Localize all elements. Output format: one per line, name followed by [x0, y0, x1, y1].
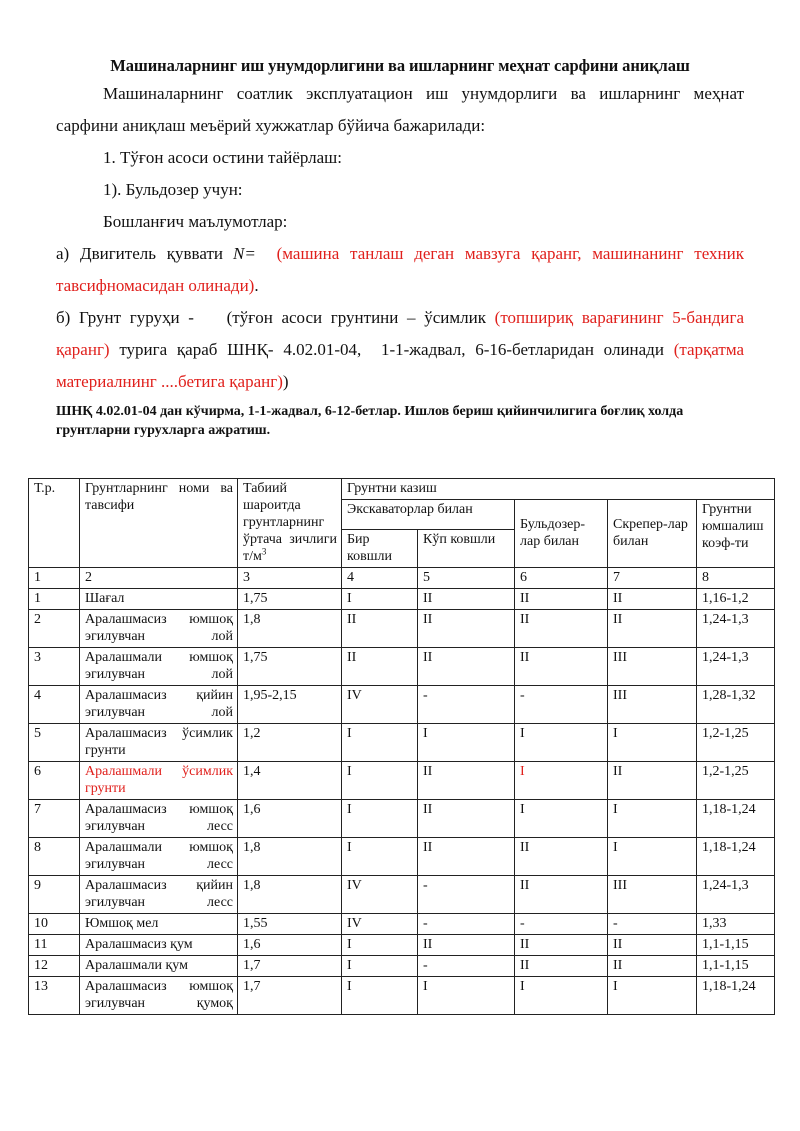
- intro-paragraph: Машиналарнинг соатлик эксплуатацион иш унумдорлиги ва ишларнинг меҳнат сарфини аниқлаш меъёрий хужжатлар бўйича бажарилади:: [56, 84, 744, 135]
- cell-bulldozer: II: [515, 589, 608, 610]
- paragraph-b-text2: турига қараб ШНҚ- 4.02.01-04,: [119, 340, 362, 359]
- cell-soil-name: Аралашмасиз қийин эгилувчан лой: [80, 686, 238, 724]
- cell-single-bucket: I: [342, 977, 418, 1015]
- cell-single-bucket: IV: [342, 876, 418, 914]
- cell-single-bucket: I: [342, 762, 418, 800]
- cell-number: 4: [29, 686, 80, 724]
- cell-scraper: II: [608, 610, 697, 648]
- document-title: Машиналарнинг иш унумдорлигини ва ишларнинг меҳнат сарфини аниқлаш: [110, 56, 690, 75]
- cell-soil-name: Аралашмасиз юмшоқ эгилувчан қумоқ: [80, 977, 238, 1015]
- cell-loosening-coef: 1,2-1,25: [697, 724, 775, 762]
- table-row: [29, 686, 775, 724]
- item-1: 1. Тўғон асоси остини тайёрлаш:: [103, 148, 342, 167]
- header-loosening-coef: Грунтни юмшалиш коэф-ти: [697, 500, 775, 568]
- cell-soil-name: Аралашмали ўсимлик грунти: [80, 762, 238, 800]
- cell-soil-name: Аралашмали юмшоқ эгилувчан лой: [80, 648, 238, 686]
- cell-bulldozer: II: [515, 876, 608, 914]
- cell-bulldozer: -: [515, 686, 608, 724]
- cell-multi-bucket: II: [418, 838, 515, 876]
- cell-loosening-coef: 1,1-1,15: [697, 935, 775, 956]
- paragraph-b-prefix: б) Грунт гуруҳи -: [56, 308, 194, 327]
- col-number: 3: [238, 568, 342, 589]
- header-density-text: Табиий шароитда грунтларнинг ўртача зичлиги т/м: [243, 481, 337, 564]
- header-soil-name: Грунтларнинг номи ва тавсифи: [80, 479, 238, 568]
- cell-density: 1,75: [238, 589, 342, 610]
- header-density: [238, 479, 342, 568]
- cell-multi-bucket: -: [418, 956, 515, 977]
- header-scrapers: Скрепер-лар билан: [608, 500, 697, 568]
- cell-bulldozer: II: [515, 935, 608, 956]
- paragraph-b-reference1: (топшириқ варағининг 5-бандига қаранг): [56, 308, 744, 359]
- header-density-sup: 3: [261, 546, 267, 557]
- cell-number: 2: [29, 610, 80, 648]
- initial-data-heading: Бошланғич маълумотлар:: [103, 212, 288, 231]
- cell-number: 13: [29, 977, 80, 1015]
- cell-scraper: II: [608, 589, 697, 610]
- power-symbol: N=: [233, 244, 256, 263]
- cell-loosening-coef: 1,18-1,24: [697, 838, 775, 876]
- cell-multi-bucket: -: [418, 686, 515, 724]
- cell-scraper: -: [608, 914, 697, 935]
- cell-loosening-coef: 1,18-1,24: [697, 977, 775, 1015]
- soil-groups-table: [28, 478, 775, 1015]
- cell-number: 6: [29, 762, 80, 800]
- paragraph-b: [56, 302, 744, 398]
- cell-soil-name: Аралашмасиз қийин эгилувчан лесс: [80, 876, 238, 914]
- cell-soil-name: Аралашмасиз қум: [80, 935, 238, 956]
- cell-loosening-coef: 1,1-1,15: [697, 956, 775, 977]
- cell-number: 7: [29, 800, 80, 838]
- cell-single-bucket: I: [342, 800, 418, 838]
- table-body: [29, 589, 775, 1015]
- col-number: 8: [697, 568, 775, 589]
- cell-multi-bucket: II: [418, 935, 515, 956]
- cell-number: 1: [29, 589, 80, 610]
- cell-bulldozer: I: [515, 762, 608, 800]
- cell-multi-bucket: II: [418, 589, 515, 610]
- cell-single-bucket: I: [342, 724, 418, 762]
- cell-scraper: III: [608, 686, 697, 724]
- paragraph-a: [56, 238, 744, 302]
- header-digging: Грунтни казиш: [342, 479, 775, 500]
- header-number: Т.р.: [29, 479, 80, 568]
- cell-number: 11: [29, 935, 80, 956]
- col-number: 1: [29, 568, 80, 589]
- cell-bulldozer: I: [515, 724, 608, 762]
- cell-density: 1,8: [238, 838, 342, 876]
- cell-density: 1,2: [238, 724, 342, 762]
- table-row: [29, 914, 775, 935]
- paragraph-a-end: .: [254, 276, 259, 295]
- cell-scraper: II: [608, 762, 697, 800]
- paragraph-b-reference2: (тарқатма материалнинг ....бетига қаранг): [56, 340, 745, 391]
- paragraph-a-reference: (машина танлаш деган мавзуга қаранг, машинанинг техник тавсифномасидан олинади): [56, 244, 744, 295]
- item-1-1: 1). Бульдозер учун:: [103, 180, 243, 199]
- cell-scraper: III: [608, 648, 697, 686]
- table-row: [29, 838, 775, 876]
- cell-scraper: I: [608, 724, 697, 762]
- cell-soil-name: Аралашмасиз юмшоқ эгилувчан лой: [80, 610, 238, 648]
- cell-multi-bucket: II: [418, 610, 515, 648]
- paragraph-a-prefix: а) Двигитель қуввати: [56, 244, 223, 263]
- cell-multi-bucket: -: [418, 876, 515, 914]
- table-row: [29, 956, 775, 977]
- cell-single-bucket: I: [342, 956, 418, 977]
- cell-soil-name: Аралашмасиз юмшоқ эгилувчан лесс: [80, 800, 238, 838]
- header-multi-bucket: Кўп ковшли: [418, 530, 515, 568]
- col-number: 7: [608, 568, 697, 589]
- cell-scraper: I: [608, 838, 697, 876]
- table-header-row: [29, 479, 775, 500]
- table-row: [29, 935, 775, 956]
- cell-loosening-coef: 1,16-1,2: [697, 589, 775, 610]
- table-row: [29, 977, 775, 1015]
- cell-density: 1,95-2,15: [238, 686, 342, 724]
- cell-single-bucket: IV: [342, 914, 418, 935]
- table-row: [29, 762, 775, 800]
- cell-number: 3: [29, 648, 80, 686]
- cell-density: 1,7: [238, 977, 342, 1015]
- header-bulldozers: Бульдозер-лар билан: [515, 500, 608, 568]
- col-number: 2: [80, 568, 238, 589]
- cell-loosening-coef: 1,33: [697, 914, 775, 935]
- cell-scraper: II: [608, 956, 697, 977]
- cell-multi-bucket: I: [418, 724, 515, 762]
- cell-soil-name: Шағал: [80, 589, 238, 610]
- col-number: 4: [342, 568, 418, 589]
- cell-soil-name: Аралашмали юмшоқ эгилувчан лесс: [80, 838, 238, 876]
- cell-multi-bucket: II: [418, 648, 515, 686]
- paragraph-b-text1: (тўғон асоси грунтини – ўсимлик: [226, 308, 486, 327]
- cell-single-bucket: II: [342, 610, 418, 648]
- cell-multi-bucket: -: [418, 914, 515, 935]
- document-page: [56, 56, 744, 440]
- table-row: [29, 589, 775, 610]
- cell-soil-name: Аралашмасиз ўсимлик грунти: [80, 724, 238, 762]
- paragraph-b-text3: 1-1-жадвал, 6-16-бетларидан олинади: [380, 340, 664, 359]
- cell-density: 1,6: [238, 800, 342, 838]
- cell-loosening-coef: 1,2-1,25: [697, 762, 775, 800]
- column-number-row: [29, 568, 775, 589]
- table-row: [29, 800, 775, 838]
- cell-bulldozer: -: [515, 914, 608, 935]
- cell-density: 1,6: [238, 935, 342, 956]
- cell-bulldozer: II: [515, 648, 608, 686]
- cell-single-bucket: IV: [342, 686, 418, 724]
- cell-soil-name: Аралашмали қум: [80, 956, 238, 977]
- cell-bulldozer: II: [515, 838, 608, 876]
- cell-soil-name: Юмшоқ мел: [80, 914, 238, 935]
- cell-loosening-coef: 1,24-1,3: [697, 610, 775, 648]
- snq-note: ШНҚ 4.02.01-04 дан кўчирма, 1-1-жадвал, 6-12-бетлар. Ишлов бериш қийинчилигига боғлиқ холда грунтларни гурухларга ажратиш.: [56, 404, 684, 438]
- cell-loosening-coef: 1,28-1,32: [697, 686, 775, 724]
- table-row: [29, 724, 775, 762]
- cell-scraper: I: [608, 800, 697, 838]
- cell-bulldozer: II: [515, 956, 608, 977]
- cell-single-bucket: I: [342, 838, 418, 876]
- cell-bulldozer: II: [515, 610, 608, 648]
- cell-loosening-coef: 1,18-1,24: [697, 800, 775, 838]
- cell-density: 1,7: [238, 956, 342, 977]
- cell-number: 12: [29, 956, 80, 977]
- cell-single-bucket: II: [342, 648, 418, 686]
- cell-density: 1,8: [238, 876, 342, 914]
- cell-single-bucket: I: [342, 589, 418, 610]
- cell-scraper: I: [608, 977, 697, 1015]
- table-row: [29, 876, 775, 914]
- col-number: 6: [515, 568, 608, 589]
- cell-scraper: II: [608, 935, 697, 956]
- cell-loosening-coef: 1,24-1,3: [697, 876, 775, 914]
- paragraph-b-end: ): [282, 372, 289, 391]
- col-number: 5: [418, 568, 515, 589]
- cell-multi-bucket: II: [418, 762, 515, 800]
- header-single-bucket: Бир ковшли: [342, 530, 418, 568]
- cell-loosening-coef: 1,24-1,3: [697, 648, 775, 686]
- cell-multi-bucket: II: [418, 800, 515, 838]
- cell-bulldozer: I: [515, 977, 608, 1015]
- cell-density: 1,55: [238, 914, 342, 935]
- cell-single-bucket: I: [342, 935, 418, 956]
- cell-density: 1,4: [238, 762, 342, 800]
- cell-number: 8: [29, 838, 80, 876]
- cell-multi-bucket: I: [418, 977, 515, 1015]
- cell-number: 9: [29, 876, 80, 914]
- table-row: [29, 610, 775, 648]
- cell-density: 1,8: [238, 610, 342, 648]
- cell-density: 1,75: [238, 648, 342, 686]
- cell-number: 5: [29, 724, 80, 762]
- header-excavators: Экскаваторлар билан: [342, 500, 515, 530]
- cell-number: 10: [29, 914, 80, 935]
- cell-scraper: III: [608, 876, 697, 914]
- cell-bulldozer: I: [515, 800, 608, 838]
- table-row: [29, 648, 775, 686]
